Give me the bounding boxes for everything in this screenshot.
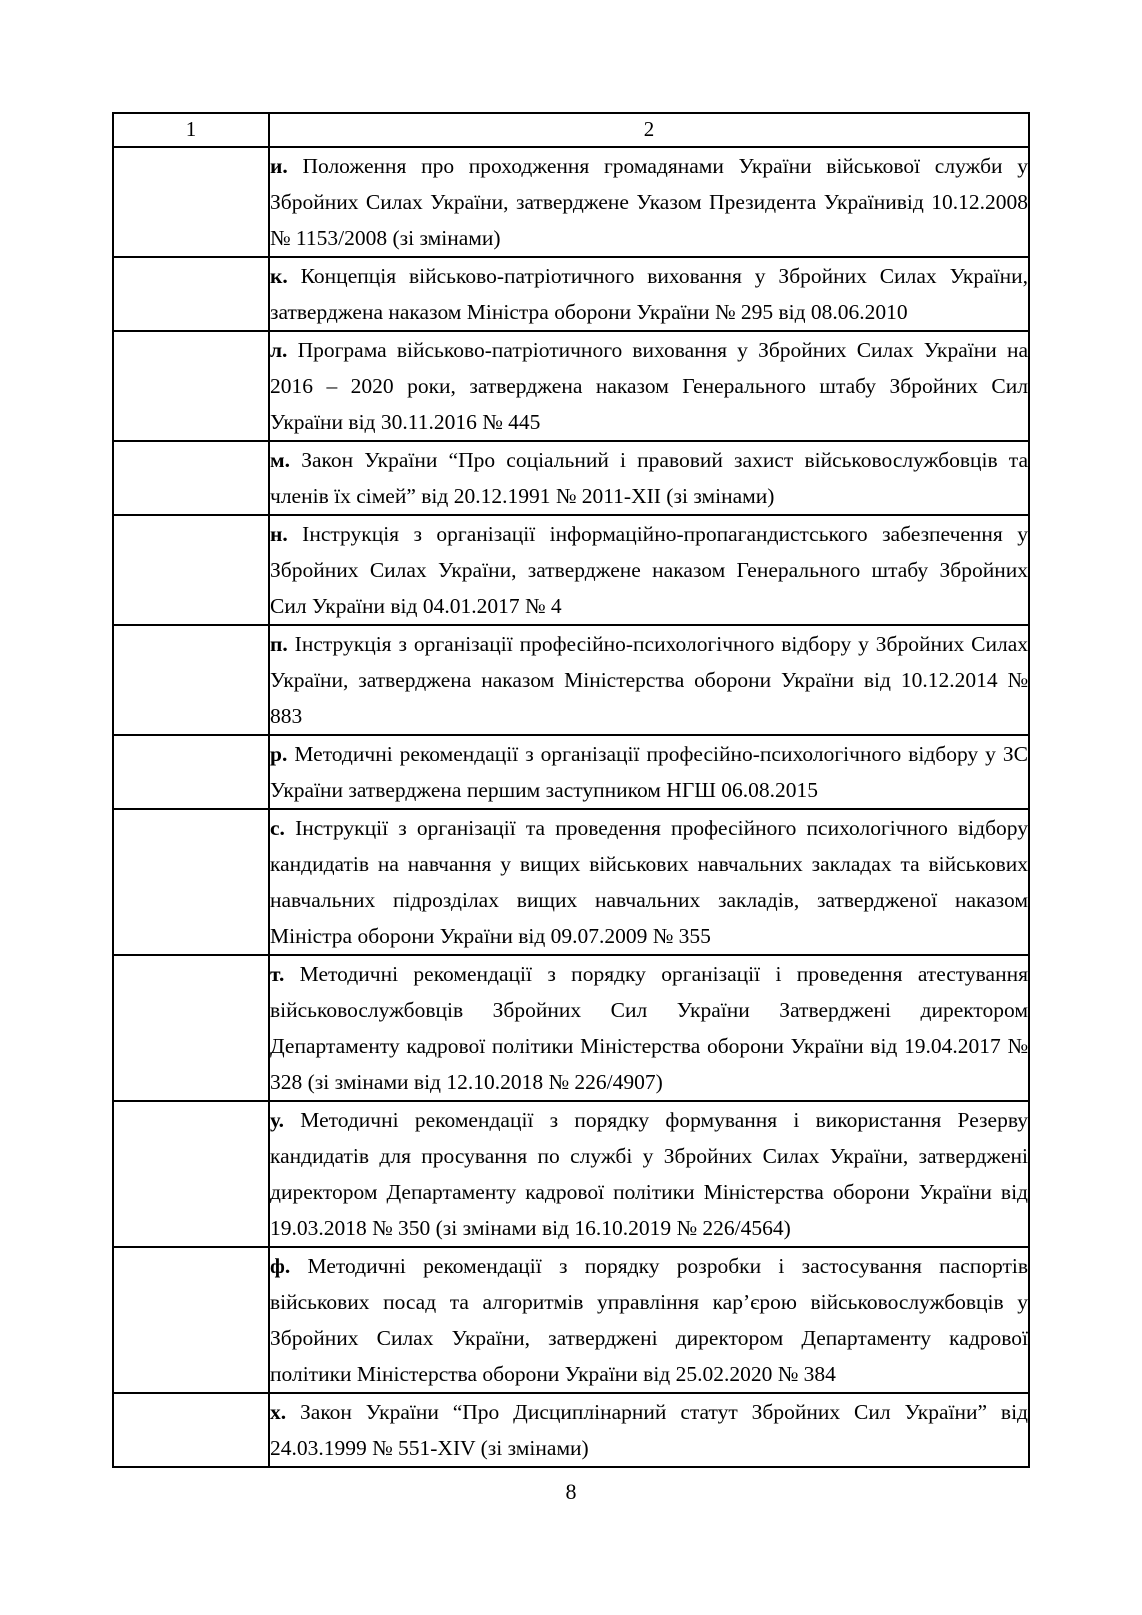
row-content-cell (269, 1393, 1029, 1467)
row-content-cell (269, 955, 1029, 1101)
row-paragraph (270, 736, 1028, 808)
row-content-cell (269, 1247, 1029, 1393)
item-text: Методичні рекомендації з порядку розробки і застосування паспортів військових посад та алгоритмів управління кар’єрою військовослужбовців у Збройних Силах України, затверджені директором Департаменту кадрової політики Міністерства оборони України від 25.02.2020 № 384 (270, 1254, 1028, 1386)
item-text: Інструкція з організації інформаційно-пропагандистського забезпечення у Збройних Силах України, затверджене наказом Генерального штабу Збройних Сил України від 04.01.2017 № 4 (270, 522, 1028, 618)
item-marker: т. (270, 962, 285, 986)
row-paragraph (270, 516, 1028, 624)
table-row (113, 625, 1029, 735)
row-content-cell (269, 257, 1029, 331)
item-marker: л. (270, 338, 288, 362)
table-row (113, 1393, 1029, 1467)
table-row (113, 515, 1029, 625)
row-paragraph (270, 1102, 1028, 1246)
item-text: Інструкції з організації та проведення професійного психологічного відбору кандидатів на навчання у вищих військових навчальних закладах та військових навчальних підрозділах вищих навчальних закладів, затвердженої наказом Міністра оборони України від 09.07.2009 № 355 (270, 816, 1028, 948)
row-number-cell (113, 147, 269, 257)
item-text: Концепція військово-патріотичного виховання у Збройних Силах України, затверджена наказом Міністра оборони України № 295 від 08.06.2010 (270, 264, 1028, 324)
item-marker: ф. (270, 1254, 291, 1278)
table-row (113, 1247, 1029, 1393)
item-marker: у. (270, 1108, 284, 1132)
table-body (113, 113, 1029, 1467)
column-header-1: 1 (113, 113, 269, 147)
item-text: Методичні рекомендації з порядку організації і проведення атестування військовослужбовців Збройних Сил України Затверджені директором Департаменту кадрової політики Міністерства оборони України від 19.04.2017 № 328 (зі змінами від 12.10.2018 № 226/4907) (270, 962, 1028, 1094)
table-row (113, 1101, 1029, 1247)
row-content-cell (269, 625, 1029, 735)
row-paragraph (270, 148, 1028, 256)
row-number-cell (113, 735, 269, 809)
row-number-cell (113, 257, 269, 331)
row-number-cell (113, 331, 269, 441)
row-content-cell (269, 147, 1029, 257)
row-paragraph (270, 442, 1028, 514)
row-content-cell (269, 809, 1029, 955)
table-row (113, 735, 1029, 809)
table-row (113, 147, 1029, 257)
item-text: Інструкція з організації професійно-психологічного відбору у Збройних Силах України, затверджена наказом Міністерства оборони України від 10.12.2014 № 883 (270, 632, 1028, 728)
row-number-cell (113, 955, 269, 1101)
row-paragraph (270, 626, 1028, 734)
table-header-row (113, 113, 1029, 147)
row-content-cell (269, 1101, 1029, 1247)
row-number-cell (113, 625, 269, 735)
item-marker: н. (270, 522, 288, 546)
item-text: Закон України “Про Дисциплінарний статут Збройних Сил України” від 24.03.1999 № 551-XIV (зі змінами) (270, 1400, 1028, 1460)
table-row (113, 257, 1029, 331)
row-paragraph (270, 810, 1028, 954)
item-marker: м. (270, 448, 291, 472)
column-header-2: 2 (269, 113, 1029, 147)
row-paragraph (270, 1394, 1028, 1466)
row-number-cell (113, 1393, 269, 1467)
row-paragraph (270, 332, 1028, 440)
page-number: 8 (565, 1479, 577, 1504)
row-number-cell (113, 1247, 269, 1393)
reference-documents-table (112, 112, 1030, 1468)
row-number-cell (113, 1101, 269, 1247)
table-row (113, 331, 1029, 441)
item-marker: р. (270, 742, 288, 766)
item-text: Положення про проходження громадянами України військової служби у Збройних Силах України, затверджене Указом Президента Українивід 10.12.2008 № 1153/2008 (зі змінами) (270, 154, 1028, 250)
row-paragraph (270, 1248, 1028, 1392)
table-row (113, 955, 1029, 1101)
item-text: Програма військово-патріотичного виховання у Збройних Силах України на 2016 – 2020 роки, затверджена наказом Генерального штабу Збройних Сил України від 30.11.2016 № 445 (270, 338, 1028, 434)
item-marker: п. (270, 632, 288, 656)
row-number-cell (113, 809, 269, 955)
item-marker: с. (270, 816, 285, 840)
row-paragraph (270, 258, 1028, 330)
item-marker: х. (270, 1400, 287, 1424)
row-content-cell (269, 515, 1029, 625)
item-text: Методичні рекомендації з порядку формування і використання Резерву кандидатів для просування по службі у Збройних Силах України, затверджені директором Департаменту кадрової політики Міністерства оборони України від 19.03.2018 № 350 (зі змінами від 16.10.2019 № 226/4564) (270, 1108, 1028, 1240)
table-row (113, 809, 1029, 955)
item-marker: и. (270, 154, 288, 178)
row-content-cell (269, 441, 1029, 515)
row-paragraph (270, 956, 1028, 1100)
table-row (113, 441, 1029, 515)
item-text: Закон України “Про соціальний і правовий захист військовослужбовців та членів їх сімей” від 20.12.1991 № 2011-XII (зі змінами) (270, 448, 1028, 508)
row-number-cell (113, 441, 269, 515)
row-content-cell (269, 331, 1029, 441)
row-content-cell (269, 735, 1029, 809)
item-marker: к. (270, 264, 288, 288)
row-number-cell (113, 515, 269, 625)
item-text: Методичні рекомендації з організації професійно-психологічного відбору у ЗС України затверджена першим заступником НГШ 06.08.2015 (270, 742, 1028, 802)
